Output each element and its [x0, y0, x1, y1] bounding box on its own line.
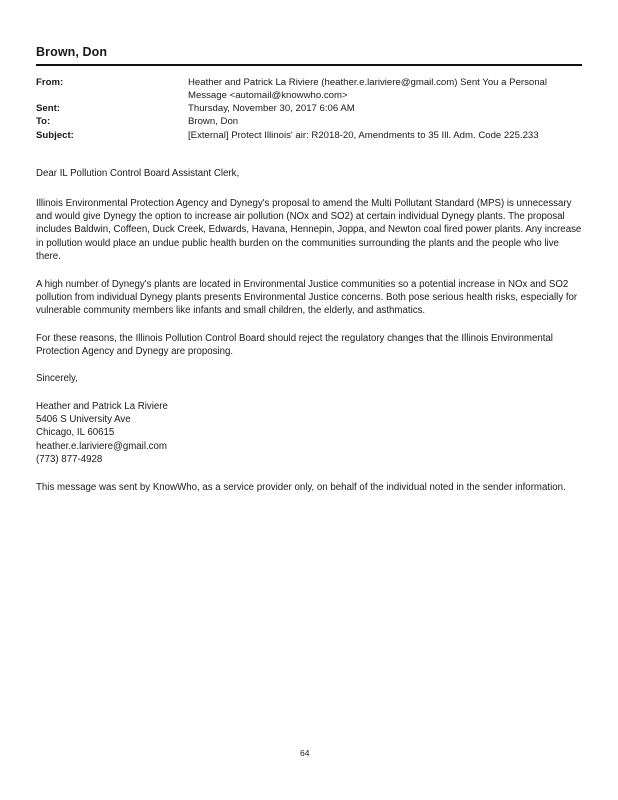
body-paragraph-1: Illinois Environmental Protection Agency and Dynegy's proposal to amend the Multi Pollutant Standard (MPS) is unnecessary and would give Dynegy the option to increase air pollution (NOx and SO2) at certain individual Dynegy plants. The proposal includes Baldwin, Coffeen, Duck Creek, Edwards, Havana, Hennepin, Joppa, and Newton coal fired power plants. Any increase in pollution would place an undue public health burden on the communities surrounding the plants and the people who live there.: [36, 198, 582, 262]
from-value: Heather and Patrick La Riviere (heather.e.lariviere@gmail.com) Sent You a Personal Message <automail@knowwho.com>: [188, 77, 548, 101]
page-number: 64: [300, 748, 310, 758]
signature-block: [36, 400, 584, 466]
to-value: Brown, Don: [188, 116, 239, 127]
closing: Sincerely,: [36, 373, 78, 384]
signature-phone: (773) 877-4928: [36, 453, 103, 465]
from-label: From:: [36, 77, 64, 88]
sender-name: Brown, Don: [36, 45, 108, 59]
to-label: To:: [36, 116, 51, 127]
greeting: Dear IL Pollution Control Board Assistant Clerk,: [36, 168, 240, 179]
signature-city: Chicago, IL 60615: [36, 427, 115, 439]
sent-value: Thursday, November 30, 2017 6:06 AM: [188, 103, 355, 114]
subject-value: [External] Protect Illinois' air: R2018-20, Amendments to 35 Ill. Adm. Code 225.233: [188, 130, 539, 141]
header-divider: [36, 64, 582, 66]
to-row: [36, 115, 582, 128]
body-paragraph-3: For these reasons, the Illinois Pollution Control Board should reject the regulatory changes that the Illinois Environmental Protection Agency and Dynegy are proposing.: [36, 333, 553, 358]
subject-row: [36, 129, 582, 142]
signature-street: 5406 S University Ave: [36, 414, 131, 426]
body-paragraph-2: A high number of Dynegy's plants are located in Environmental Justice communities so a potential increase in NOx and SO2 pollution from individual Dynegy plants presents Environmental Justice concerns. Both pose serious health risks, especially for vulnerable community members like infants and small children, the elderly, and asthmatics.: [36, 279, 578, 317]
signature-email: heather.e.lariviere@gmail.com: [36, 440, 167, 452]
from-row: [36, 76, 582, 102]
subject-label: Subject:: [36, 130, 74, 141]
sent-row: [36, 102, 582, 115]
sent-label: Sent:: [36, 103, 60, 114]
signature-name: Heather and Patrick La Riviere: [36, 401, 168, 412]
footer-note: This message was sent by KnowWho, as a service provider only, on behalf of the individual noted in the sender information.: [36, 482, 566, 493]
